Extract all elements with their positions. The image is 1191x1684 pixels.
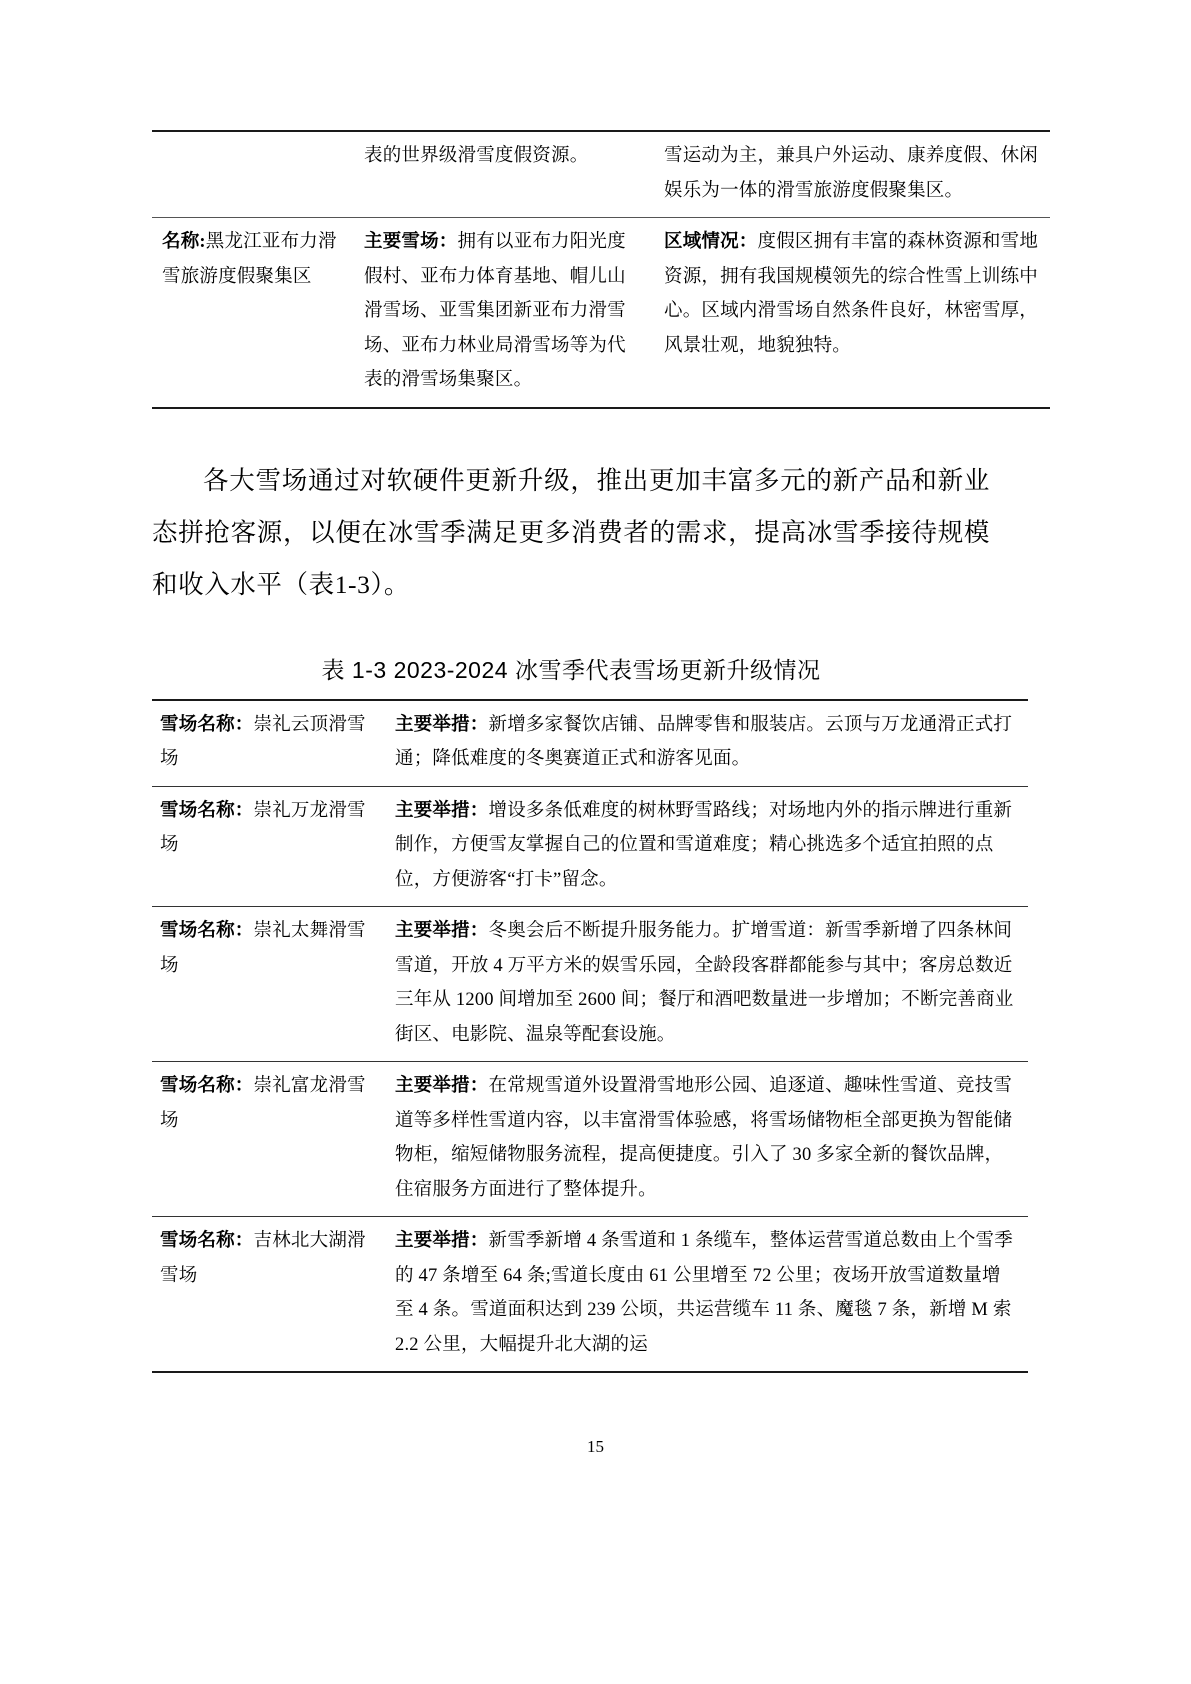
cell-resort-name — [152, 700, 385, 787]
body-paragraph: 各大雪场通过对软硬件更新升级，推出更加丰富多元的新产品和新业态拼抢客源，以便在冰雪季满足更多消费者的需求，提高冰雪季接待规模和收入水平（表1-3）。 — [152, 465, 990, 599]
table-row — [152, 131, 1050, 218]
cell-text: 表的世界级滑雪度假资源。 — [364, 146, 589, 166]
cell-value: 崇礼富龙滑雪场 — [160, 1076, 366, 1131]
cell-main-measures — [385, 1217, 1028, 1373]
cell-region-continued — [654, 131, 1050, 218]
cell-label: 雪场名称： — [160, 714, 254, 735]
table-row — [152, 907, 1028, 1062]
cell-name-empty — [152, 131, 354, 218]
cell-resort-name — [152, 1217, 385, 1373]
cell-value: 黑龙江亚布力滑雪旅游度假聚集区 — [162, 232, 337, 287]
page-number: 15 — [587, 1437, 604, 1456]
page-content — [152, 0, 1039, 1373]
cell-main-measures — [385, 786, 1028, 907]
cell-resort-name — [152, 786, 385, 907]
cell-value: 崇礼太舞滑雪场 — [160, 921, 366, 976]
cell-label: 主要举措： — [395, 714, 489, 735]
cell-value: 新增多家餐饮店铺、品牌零售和服装店。云顶与万龙通滑正式打通；降低难度的冬奥赛道正式和游客见面。 — [395, 714, 1013, 769]
cell-region-info — [654, 218, 1050, 408]
cell-text: 雪运动为主，兼具户外运动、康养度假、休闲娱乐为一体的滑雪旅游度假聚集区。 — [664, 146, 1039, 201]
cell-value: 崇礼万龙滑雪场 — [160, 800, 366, 855]
cell-label: 主要雪场： — [364, 232, 458, 252]
cell-value: 吉林北大湖滑雪场 — [160, 1231, 366, 1286]
cell-main-resorts — [354, 218, 654, 408]
cell-value: 拥有以亚布力阳光度假村、亚布力体育基地、帽儿山滑雪场、亚雪集团新亚布力滑雪场、亚布力林业局滑雪场等为代表的滑雪场集聚区。 — [364, 232, 626, 390]
cell-label: 雪场名称： — [160, 1076, 254, 1096]
continued-table — [152, 130, 1050, 409]
cell-value: 冬奥会后不断提升服务能力。扩增雪道：新雪季新增了四条林间雪道，开放 4 万平方米的娱雪乐园，全龄段客群都能参与其中；客房总数近三年从 1200 间增加至 2600 间；餐厅和酒吧数量进一步增加；不断完善商业街区、电影院、温泉等配套设施。 — [395, 921, 1014, 1045]
cell-main-measures — [385, 1062, 1028, 1217]
table-row — [152, 1217, 1028, 1373]
table-caption: 表 1-3 2023-2024 冰雪季代表雪场更新升级情况 — [321, 656, 821, 683]
cell-value: 度假区拥有丰富的森林资源和雪地资源，拥有我国规模领先的综合性雪上训练中心。区域内滑雪场自然条件良好，林密雪厚，风景壮观，地貌独特。 — [664, 232, 1039, 356]
cell-label: 雪场名称： — [160, 800, 254, 821]
table-row — [152, 700, 1028, 787]
cell-label: 雪场名称： — [160, 1231, 254, 1251]
cell-label: 主要举措： — [395, 1231, 489, 1251]
cell-label: 雪场名称： — [160, 921, 254, 941]
cell-label: 主要举措： — [395, 921, 489, 941]
cell-value: 在常规雪道外设置滑雪地形公园、追逐道、趣味性雪道、竞技雪道等多样性雪道内容，以丰富滑雪体验感，将雪场储物柜全部更换为智能储物柜，缩短储物服务流程，提高便捷度。引入了 30 多家全新的餐饮品牌，住宿服务方面进行了整体提升。 — [395, 1076, 1013, 1200]
cell-label: 主要举措： — [395, 1076, 489, 1096]
ski-resort-upgrade-table — [152, 699, 1028, 1374]
cell-label: 区域情况： — [664, 232, 758, 252]
cell-label: 名称: — [162, 232, 206, 252]
cell-label: 主要举措： — [395, 800, 489, 821]
cell-value: 崇礼云顶滑雪场 — [160, 714, 366, 769]
cell-main-measures — [385, 700, 1028, 787]
cell-resort-name — [152, 907, 385, 1062]
cell-name — [152, 218, 354, 408]
table-row — [152, 1062, 1028, 1217]
cell-value: 新雪季新增 4 条雪道和 1 条缆车，整体运营雪道总数由上个雪季的 47 条增至 64 条;雪道长度由 61 公里增至 72 公里；夜场开放雪道数量增至 4 条。雪道面积达到 239 公顷，共运营缆车 11 条、魔毯 7 条，新增 M 索 2.2 公里，大幅提升北大湖的运 — [395, 1231, 1013, 1355]
cell-value: 增设多条低难度的树林野雪路线；对场地内外的指示牌进行重新制作，方便雪友掌握自己的位置和雪道难度；精心挑选多个适宜拍照的点位，方便游客“打卡”留念。 — [395, 800, 1013, 890]
cell-main-measures — [385, 907, 1028, 1062]
cell-main-resorts-continued — [354, 131, 654, 218]
table-row — [152, 218, 1050, 408]
cell-resort-name — [152, 1062, 385, 1217]
table-row — [152, 786, 1028, 907]
